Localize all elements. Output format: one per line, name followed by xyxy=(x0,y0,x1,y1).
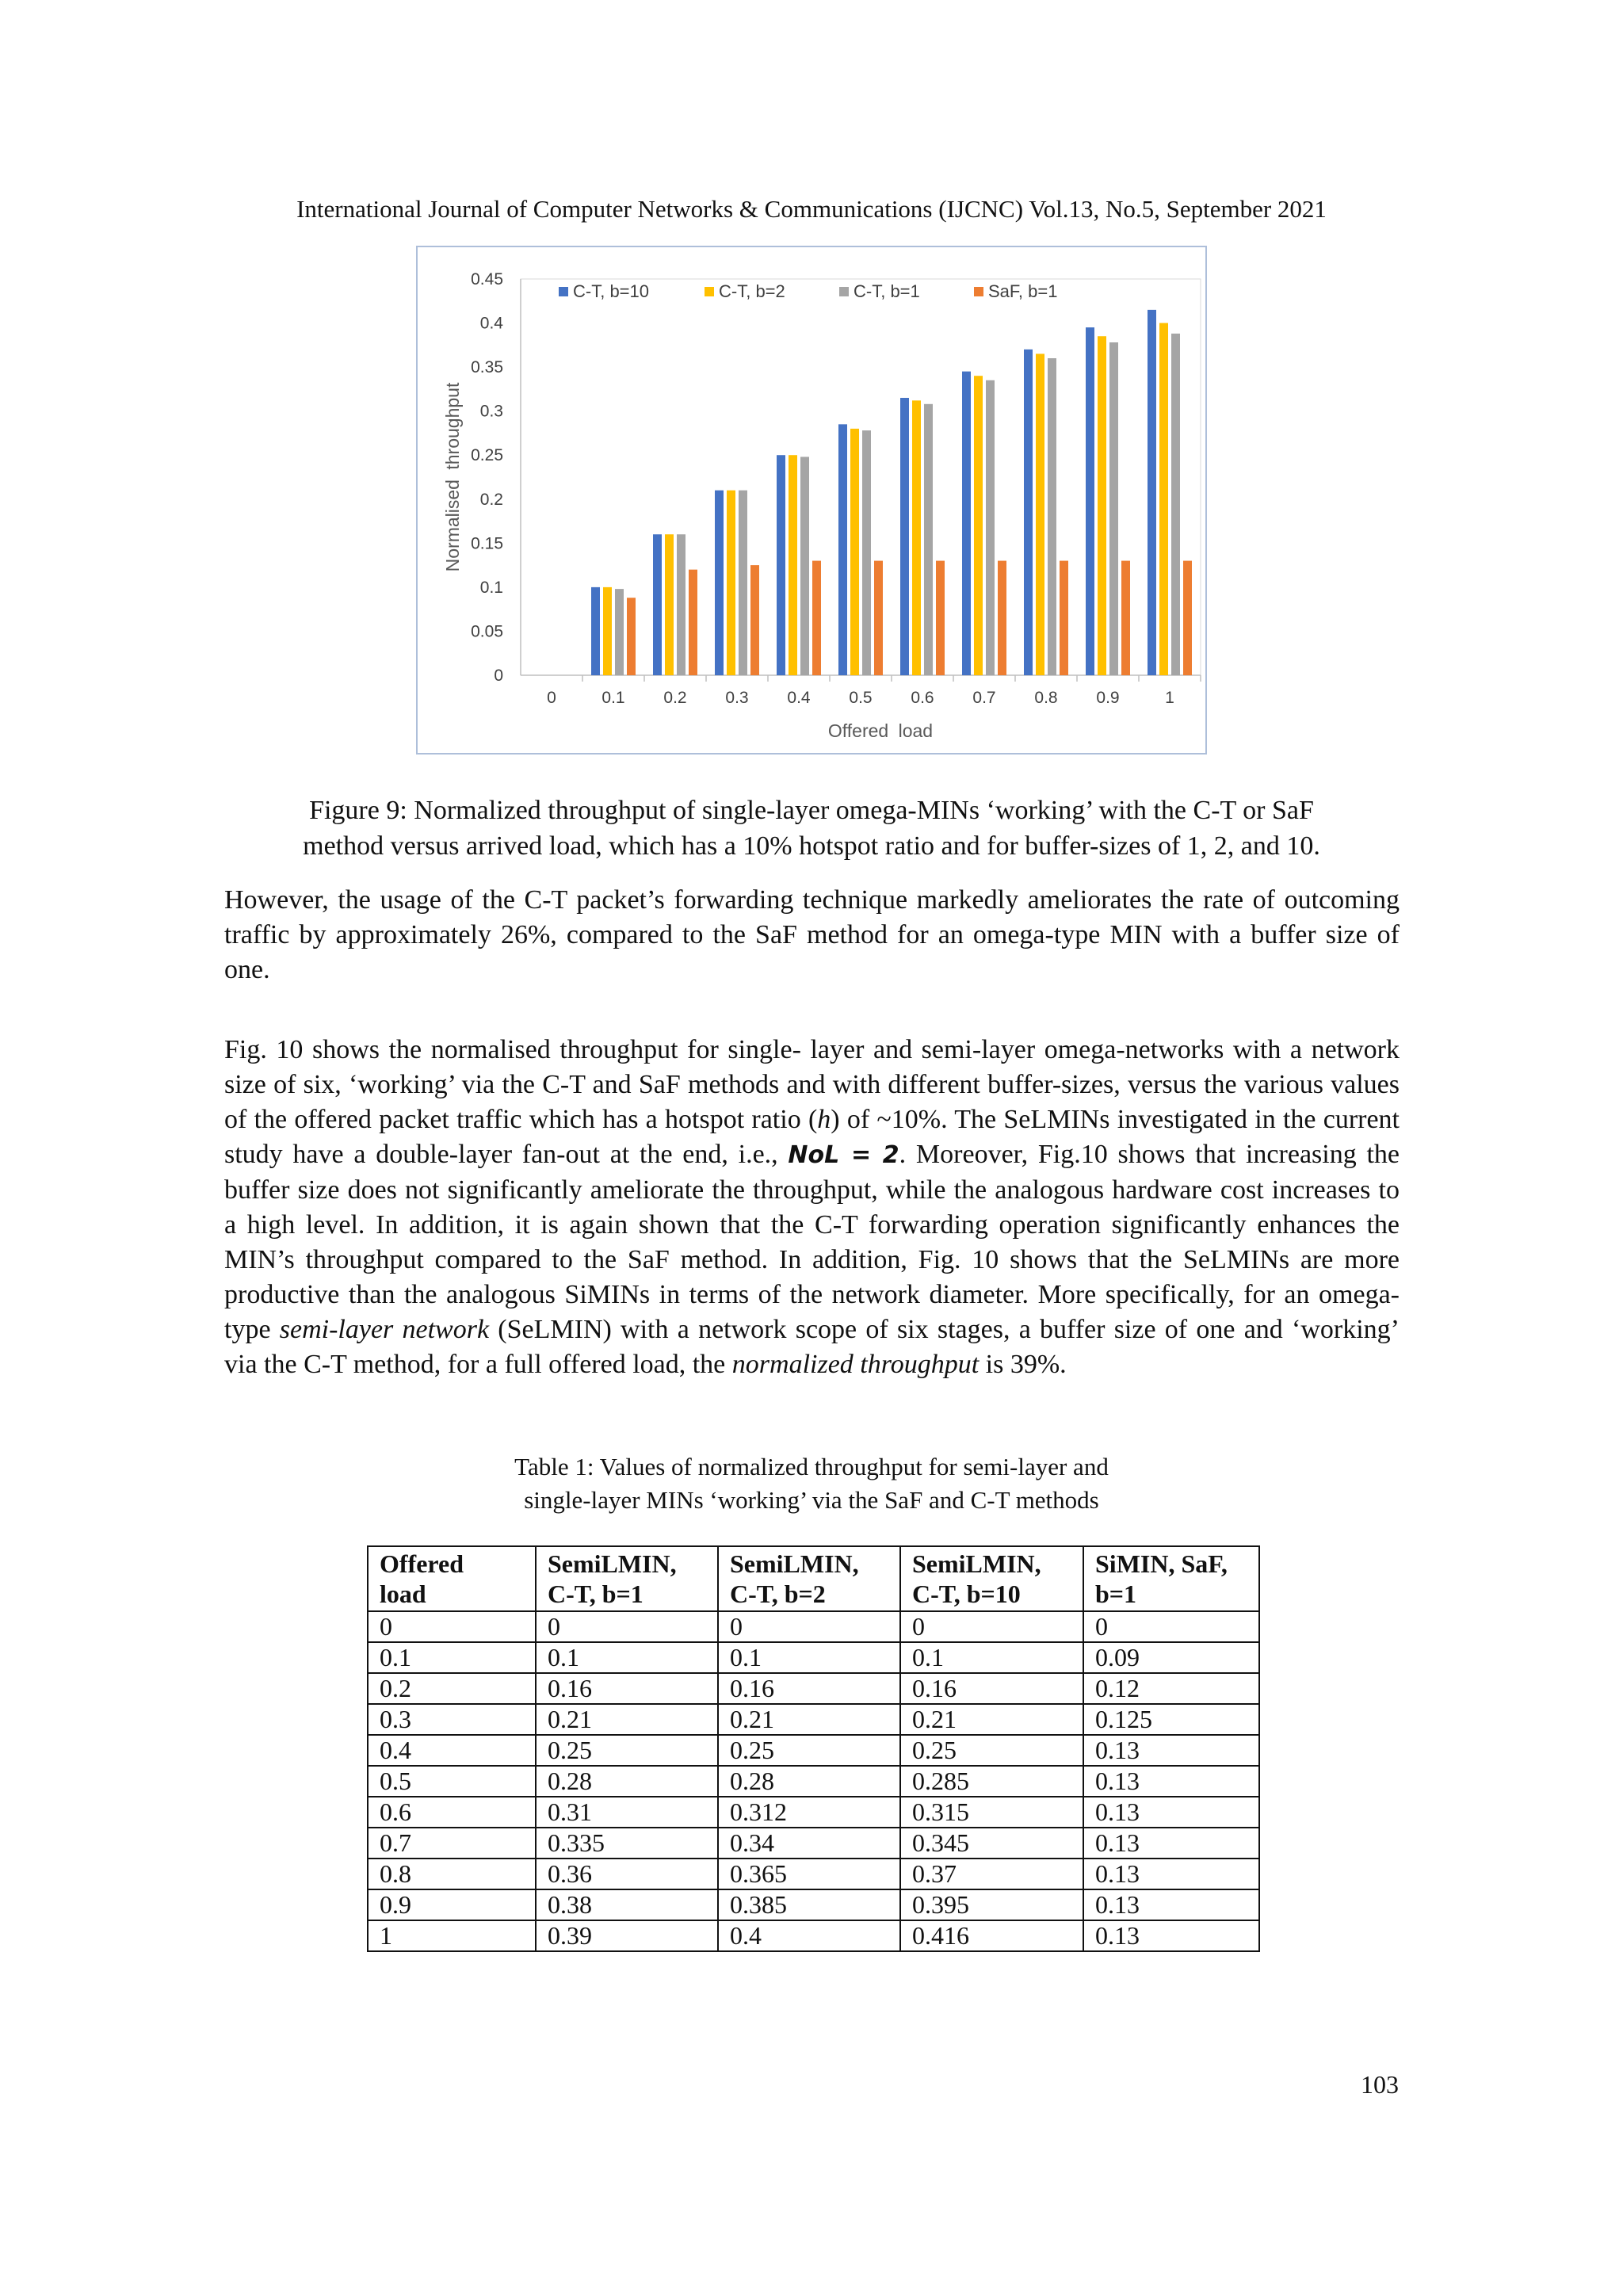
table-cell: 0.6 xyxy=(368,1797,536,1828)
table-cell: 0.365 xyxy=(718,1859,900,1889)
y-tick-label: 0.4 xyxy=(479,314,503,333)
bar xyxy=(912,400,921,675)
table-header-line: load xyxy=(380,1580,426,1608)
table-cell: 0.416 xyxy=(900,1920,1083,1951)
table-cell: 0.25 xyxy=(718,1735,900,1766)
table-cell: 0.09 xyxy=(1083,1642,1259,1673)
table-cell: 0.21 xyxy=(718,1704,900,1735)
table-cell: 0.25 xyxy=(900,1735,1083,1766)
legend-entry: C-T, b=2 xyxy=(719,281,785,301)
running-header: International Journal of Computer Networks & Communications (IJCNC) Vol.13, No.5, September 2021 xyxy=(296,195,1327,223)
table-cell: 0.3 xyxy=(368,1704,536,1735)
bar xyxy=(750,565,759,675)
table-row xyxy=(368,1611,1259,1642)
p2-text-c: . Moreover, Fig.10 shows that increasing the buffer size does not significantly ameliorate the throughput, while the analogous hardware cost increases to a high level. In addition, it is again shown that the C-T forwarding operation significantly enhances the MIN’s throughput compared to the SaF method. In addition, Fig. 10 shows that the SeLMINs are more productive than the analogous SiMINs in terms of the network diameter. More specifically, for an omega-type xyxy=(224,1140,1400,1344)
page-number: 103 xyxy=(1361,2070,1399,2099)
table-cell: 0 xyxy=(536,1611,718,1642)
table-header-line: C-T, b=10 xyxy=(912,1580,1021,1608)
x-axis-title: Offered load xyxy=(827,720,934,741)
table-cell: 0.36 xyxy=(536,1859,718,1889)
bar xyxy=(615,589,624,675)
bar xyxy=(591,587,600,675)
p2-normalized-throughput-term: normalized throughput xyxy=(731,1350,980,1379)
table-cell: 0.13 xyxy=(1083,1797,1259,1828)
table-cell: 0.25 xyxy=(536,1735,718,1766)
table-header-line: SiMIN, SaF, xyxy=(1095,1549,1228,1578)
p2-h-symbol: h xyxy=(817,1105,831,1134)
bar xyxy=(727,491,735,675)
table-caption-line2: single-layer MINs ‘working’ via the SaF and C-T methods xyxy=(524,1486,1099,1514)
x-tick-label: 0.5 xyxy=(849,689,873,707)
table-body xyxy=(368,1611,1259,1951)
table-row xyxy=(368,1704,1259,1735)
legend-swatch xyxy=(974,287,983,296)
x-tick-label: 0.6 xyxy=(911,689,934,707)
x-tick-label: 0.9 xyxy=(1096,689,1120,707)
bar xyxy=(1024,350,1033,675)
bar xyxy=(1148,310,1156,675)
table-cell: 0.16 xyxy=(900,1673,1083,1704)
bar xyxy=(653,534,662,675)
table-cell: 0.285 xyxy=(900,1766,1083,1797)
table-header-cell xyxy=(368,1546,536,1611)
paragraph-1: However, the usage of the C-T packet’s forwarding technique markedly ameliorates the rate of outcoming traffic by approximately 26%, compared to the SaF method for an omega-type MIN with a buffer size of one. xyxy=(224,885,1400,984)
table-cell: 0.395 xyxy=(900,1889,1083,1920)
x-tick-label: 0.8 xyxy=(1034,689,1058,707)
table-caption xyxy=(238,1450,1385,1517)
bar xyxy=(986,380,995,675)
bar xyxy=(739,491,747,675)
table-header-line: SemiLMIN, xyxy=(730,1549,859,1578)
table-cell: 0.1 xyxy=(900,1642,1083,1673)
table-cell: 0.1 xyxy=(368,1642,536,1673)
table-row xyxy=(368,1828,1259,1859)
bar xyxy=(1060,561,1068,675)
bar xyxy=(974,376,983,675)
y-tick-label: 0.25 xyxy=(471,446,503,465)
table-cell: 0 xyxy=(1083,1611,1259,1642)
legend-swatch xyxy=(705,287,714,296)
p2-semi-layer-term: semi-layer network xyxy=(279,1315,490,1344)
x-tick-label: 0.7 xyxy=(972,689,996,707)
bar xyxy=(998,561,1006,675)
table-header-line: b=1 xyxy=(1095,1580,1137,1608)
table-cell: 0.315 xyxy=(900,1797,1083,1828)
table-cell: 0.38 xyxy=(536,1889,718,1920)
bar xyxy=(936,561,945,675)
p2-text-b: ) of ~10%. The SeLMINs investigated in the current study have a double-layer fan-out at the end, i.e., xyxy=(224,1105,1400,1169)
table-cell: 0.13 xyxy=(1083,1828,1259,1859)
table-header-line: SemiLMIN, xyxy=(912,1549,1041,1578)
bar xyxy=(715,491,724,675)
legend-entry: SaF, b=1 xyxy=(988,281,1058,301)
bar xyxy=(665,534,674,675)
figure-caption-line1: Figure 9: Normalized throughput of single-layer omega-MINs ‘working’ with the C-T or SaF xyxy=(309,796,1314,825)
table-cell: 0.9 xyxy=(368,1889,536,1920)
table-header-line: Offered xyxy=(380,1549,464,1578)
bar xyxy=(900,398,909,675)
y-tick-label: 0.3 xyxy=(479,402,503,421)
y-tick-label: 0 xyxy=(494,667,503,685)
table-cell: 0.39 xyxy=(536,1920,718,1951)
chart-svg xyxy=(418,247,1205,753)
bar xyxy=(874,561,883,675)
table-cell: 0.13 xyxy=(1083,1766,1259,1797)
p2-text-d: (SeLMIN) with a network scope of six stages, a buffer size of one and ‘working’ via the C-T method, for a full offered load, the xyxy=(224,1315,1400,1379)
paragraph-2 xyxy=(224,1033,1400,1382)
table-row xyxy=(368,1797,1259,1828)
bar xyxy=(603,587,612,675)
table-cell: 0.312 xyxy=(718,1797,900,1828)
bar xyxy=(1048,358,1056,675)
bar xyxy=(1109,342,1118,675)
table-cell: 0.13 xyxy=(1083,1889,1259,1920)
table-cell: 0.13 xyxy=(1083,1859,1259,1889)
table-cell: 0.345 xyxy=(900,1828,1083,1859)
table-cell: 0.31 xyxy=(536,1797,718,1828)
table-row xyxy=(368,1920,1259,1951)
table-cell: 0.16 xyxy=(718,1673,900,1704)
x-tick-label: 0.2 xyxy=(663,689,687,707)
table-cell: 0.385 xyxy=(718,1889,900,1920)
bar xyxy=(689,570,697,675)
table-cell: 0.13 xyxy=(1083,1920,1259,1951)
table-cell: 1 xyxy=(368,1920,536,1951)
table-cell: 0.4 xyxy=(718,1920,900,1951)
table-cell: 0.125 xyxy=(1083,1704,1259,1735)
table-cell: 0 xyxy=(900,1611,1083,1642)
figure-9-chart xyxy=(416,246,1207,755)
bar xyxy=(962,372,971,675)
table-cell: 0.335 xyxy=(536,1828,718,1859)
bar xyxy=(924,404,933,675)
y-tick-label: 0.05 xyxy=(471,622,503,641)
table-header-line: C-T, b=2 xyxy=(730,1580,826,1608)
y-tick-label: 0.45 xyxy=(471,270,503,288)
bar xyxy=(862,430,871,675)
legend-entry: C-T, b=1 xyxy=(854,281,920,301)
table-header-line: C-T, b=1 xyxy=(548,1580,643,1608)
y-axis-title: Normalised throughput xyxy=(442,382,463,572)
table-cell: 0.21 xyxy=(900,1704,1083,1735)
bar xyxy=(627,598,636,675)
legend-swatch xyxy=(839,287,849,296)
table-cell: 0.8 xyxy=(368,1859,536,1889)
bar xyxy=(1171,334,1180,675)
table-row xyxy=(368,1673,1259,1704)
figure-caption xyxy=(238,793,1385,864)
bar xyxy=(838,424,847,675)
table-cell: 0.7 xyxy=(368,1828,536,1859)
table-cell: 0.1 xyxy=(718,1642,900,1673)
nol-equation: NoL = 2 xyxy=(788,1141,899,1169)
table-cell: 0.2 xyxy=(368,1673,536,1704)
table-cell: 0.28 xyxy=(536,1766,718,1797)
table-row xyxy=(368,1889,1259,1920)
table-row xyxy=(368,1735,1259,1766)
table-cell: 0.4 xyxy=(368,1735,536,1766)
y-tick-label: 0.2 xyxy=(479,490,503,509)
table-row xyxy=(368,1766,1259,1797)
table-caption-line1: Table 1: Values of normalized throughput for semi-layer and xyxy=(514,1453,1109,1480)
bar xyxy=(677,534,685,675)
table-cell: 0.13 xyxy=(1083,1735,1259,1766)
y-tick-label: 0.35 xyxy=(471,358,503,377)
table-cell: 0.21 xyxy=(536,1704,718,1735)
table-row xyxy=(368,1859,1259,1889)
bar xyxy=(1159,323,1168,675)
legend-swatch xyxy=(559,287,568,296)
y-tick-label: 0.1 xyxy=(479,578,503,597)
table-header xyxy=(368,1546,1259,1611)
figure-caption-line2: method versus arrived load, which has a 10% hotspot ratio and for buffer-sizes of 1, 2, and 10. xyxy=(303,831,1320,861)
x-tick-label: 1 xyxy=(1165,689,1174,707)
bar xyxy=(1036,353,1044,675)
table-cell: 0.5 xyxy=(368,1766,536,1797)
bar xyxy=(1121,561,1130,675)
table-cell: 0.1 xyxy=(536,1642,718,1673)
table-header-cell xyxy=(900,1546,1083,1611)
table-cell: 0.28 xyxy=(718,1766,900,1797)
table-header-cell xyxy=(1083,1546,1259,1611)
table-header-row xyxy=(368,1546,1259,1611)
table-header-line: SemiLMIN, xyxy=(548,1549,677,1578)
bar xyxy=(777,455,785,675)
p2-text-a: Fig. 10 shows the normalised throughput for single- layer and semi-layer omega-networks with a network size of six, ‘working’ via the C-T and SaF methods and with different buffer-sizes, versus the various values of the offered packet traffic which has a hotspot ratio ( xyxy=(224,1035,1400,1134)
x-tick-label: 0.1 xyxy=(601,689,625,707)
y-tick-label: 0.15 xyxy=(471,534,503,553)
table-cell: 0.12 xyxy=(1083,1673,1259,1704)
table-row xyxy=(368,1642,1259,1673)
x-tick-label: 0 xyxy=(547,689,556,707)
table-cell: 0 xyxy=(718,1611,900,1642)
bar xyxy=(1183,561,1192,675)
bar xyxy=(812,561,821,675)
table-header-cell xyxy=(718,1546,900,1611)
bar xyxy=(1086,327,1094,675)
table-cell: 0.16 xyxy=(536,1673,718,1704)
bar xyxy=(800,457,809,675)
p2-text-e: is 39%. xyxy=(979,1350,1067,1379)
x-tick-label: 0.4 xyxy=(787,689,811,707)
x-tick-label: 0.3 xyxy=(725,689,749,707)
table-header-cell xyxy=(536,1546,718,1611)
table-cell: 0.37 xyxy=(900,1859,1083,1889)
table-1 xyxy=(367,1545,1260,1952)
bar xyxy=(1098,336,1106,675)
bar xyxy=(789,455,797,675)
table-cell: 0 xyxy=(368,1611,536,1642)
legend-entry: C-T, b=10 xyxy=(573,281,649,301)
table-cell: 0.34 xyxy=(718,1828,900,1859)
bar xyxy=(850,429,859,675)
